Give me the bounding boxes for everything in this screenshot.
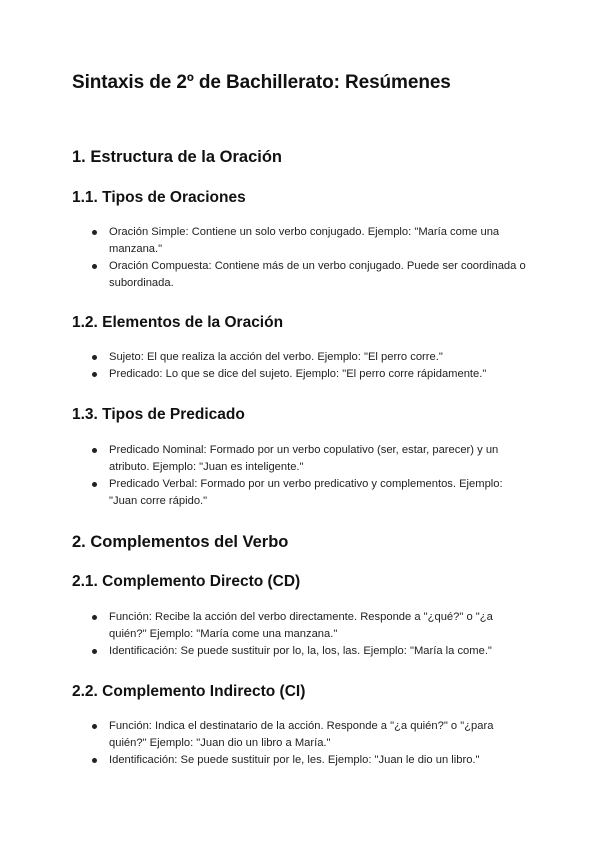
list-item: Identificación: Se puede sustituir por le, les. Ejemplo: "Juan le dio un libro." bbox=[72, 752, 532, 769]
subsection-heading: 1.3. Tipos de Predicado bbox=[72, 406, 245, 423]
list-item: Predicado: Lo que se dice del sujeto. Ejemplo: "El perro corre rápidamente." bbox=[72, 366, 532, 383]
list-item: Oración Compuesta: Contiene más de un verbo conjugado. Puede ser coordinada o subordinada. bbox=[72, 258, 532, 292]
list-item: Sujeto: El que realiza la acción del verbo. Ejemplo: "El perro corre." bbox=[72, 349, 532, 366]
subsection-heading: 2.1. Complemento Directo (CD) bbox=[72, 573, 301, 590]
section-heading: 1. Estructura de la Oración bbox=[72, 148, 282, 166]
subsection-heading: 2.2. Complemento Indirecto (CI) bbox=[72, 683, 306, 700]
bullet-list bbox=[72, 442, 532, 510]
list-item: Función: Recibe la acción del verbo directamente. Responde a "¿qué?" o "¿a quién?" Ejemplo: "María come una manzana." bbox=[72, 609, 532, 643]
subsection-heading: 1.2. Elementos de la Oración bbox=[72, 314, 284, 331]
list-item: Identificación: Se puede sustituir por lo, la, los, las. Ejemplo: "María la come." bbox=[72, 643, 532, 660]
section-heading: 2. Complementos del Verbo bbox=[72, 533, 289, 551]
list-item: Predicado Verbal: Formado por un verbo predicativo y complementos. Ejemplo: "Juan corre rápido." bbox=[72, 476, 532, 510]
subsection-heading: 1.1. Tipos de Oraciones bbox=[72, 189, 246, 206]
bullet-list bbox=[72, 349, 532, 383]
document-title: Sintaxis de 2º de Bachillerato: Resúmenes bbox=[72, 72, 451, 93]
bullet-list bbox=[72, 718, 532, 769]
list-item: Función: Indica el destinatario de la acción. Responde a "¿a quién?" o "¿para quién?" Ejemplo: "Juan dio un libro a María." bbox=[72, 718, 532, 752]
bullet-list bbox=[72, 224, 532, 292]
list-item: Oración Simple: Contiene un solo verbo conjugado. Ejemplo: "María come una manzana." bbox=[72, 224, 532, 258]
list-item: Predicado Nominal: Formado por un verbo copulativo (ser, estar, parecer) y un atributo. Ejemplo: "Juan es inteligente." bbox=[72, 442, 532, 476]
bullet-list bbox=[72, 609, 532, 660]
